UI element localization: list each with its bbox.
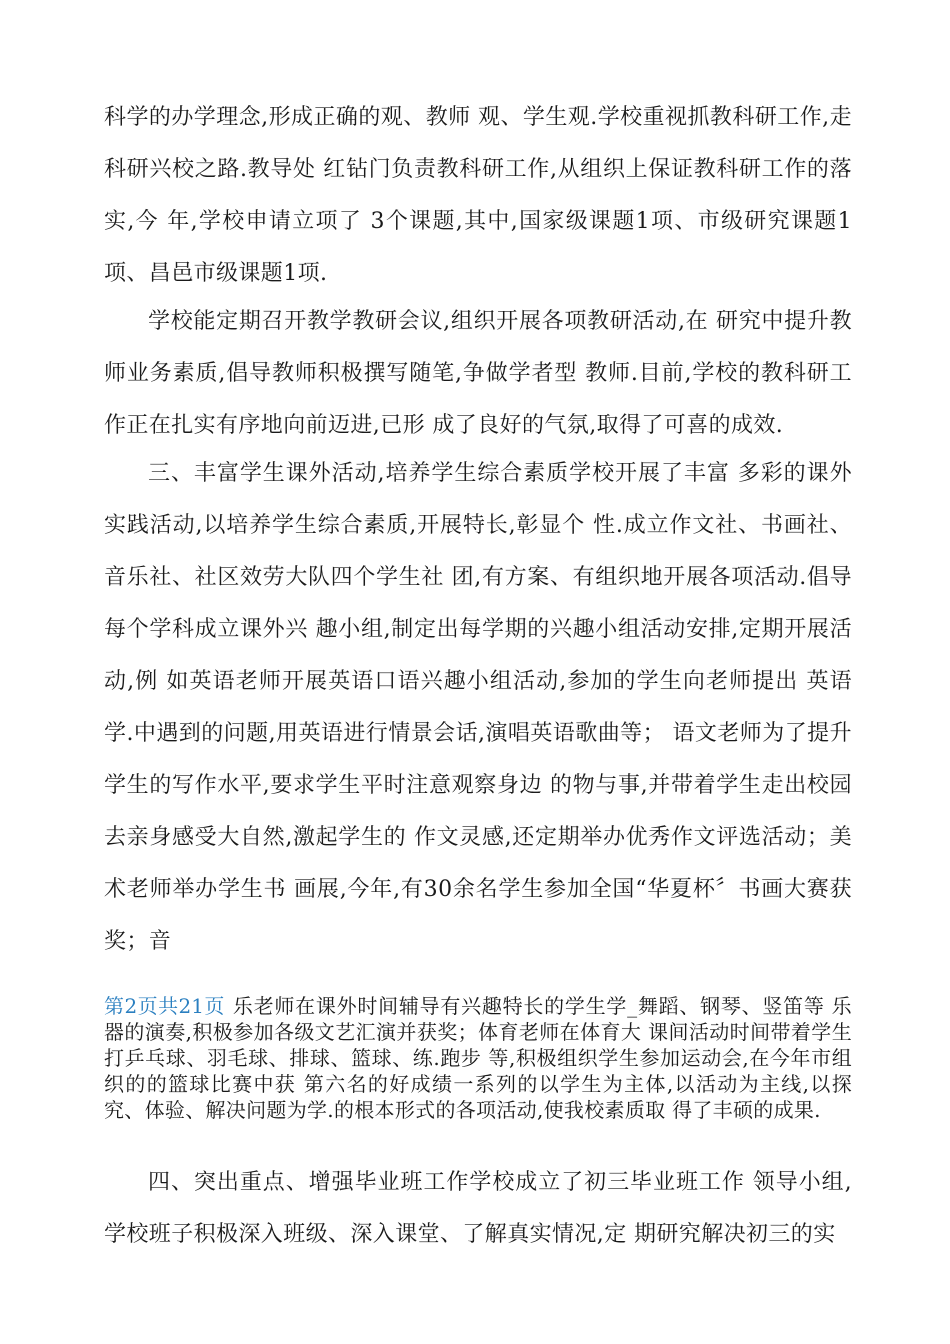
paragraph-teaching-research: 学校能定期召开教学教研会议,组织开展各项教研活动,在 研究中提升教师业务素质,倡导教师积极撰写随笔,争做学者型 教师.目前,学校的教科研工作正在扎实有序地向前迈进,已形 成了良好的气氛,取得了可喜的成效. (104, 309, 852, 438)
paragraph-extracurricular-activities: 三、丰富学生课外活动,培养学生综合素质学校开展了丰富 多彩的课外实践活动,以培养学生综合素质,开展特长,彰显个 性.成立作文社、书画社、音乐社、社区效劳大队四个学生社 团,有方案、有组织地开展各项活动.倡导每个学科成立课外兴 趣小组,制定出每学期的兴趣小组活动安排,定期开展活动,例 如英语老师开展英语口语兴趣小组活动,参加的学生向老师提出 英语学.中遇到的问题,用英语进行情景会话,演唱英语歌曲等； 语文老师为了提升学生的写作水平,要求学生平时注意观察身边 的物与事,并带着学生走出校园去亲身感受大自然,激起学生的 作文灵感,还定期举办优秀作文评选活动；美术老师举办学生书 画展,今年,有30余名学生参加全国“华夏杯〞书画大赛获奖；音 (104, 461, 852, 954)
page-number-marker: 第2页共21页 (104, 994, 225, 1018)
paragraph-graduating-class: 四、突出重点、增强毕业班工作学校成立了初三毕业班工作 领导小组,学校班子积极深入班级、深入课堂、了解真实情况,定 期研究解决初三的实 (104, 1170, 852, 1247)
paragraph-music-sports (104, 993, 852, 1123)
paragraph-music-sports-text: 乐老师在课外时间辅导有兴趣特长的学生学_舞蹈、钢琴、竖笛等 乐器的演奏,积极参加各级文艺汇演并获奖；体育老师在体育大 课间活动时间带着学生打乒乓球、羽毛球、排球、篮球、练.跑步 等,积极组织学生参加运动会,在今年市组织的的篮球比赛中获 第六名的好成绩一系列的以学生为主体,以活动为主线,以探 究、体验、解决问题为学.的根本形式的各项活动,使我校素质取 得了丰硕的成果. (104, 994, 852, 1122)
paragraph-research-work: 科学的办学理念,形成正确的观、教师 观、学生观.学校重视抓教科研工作,走科研兴校之路.教导处 红钻门负责教科研工作,从组织上保证教科研工作的落实,今 年,学校申请立项了 3个课题,其中,国家级课题1项、市级研究课题1项、昌邑市级课题1项. (104, 105, 852, 286)
